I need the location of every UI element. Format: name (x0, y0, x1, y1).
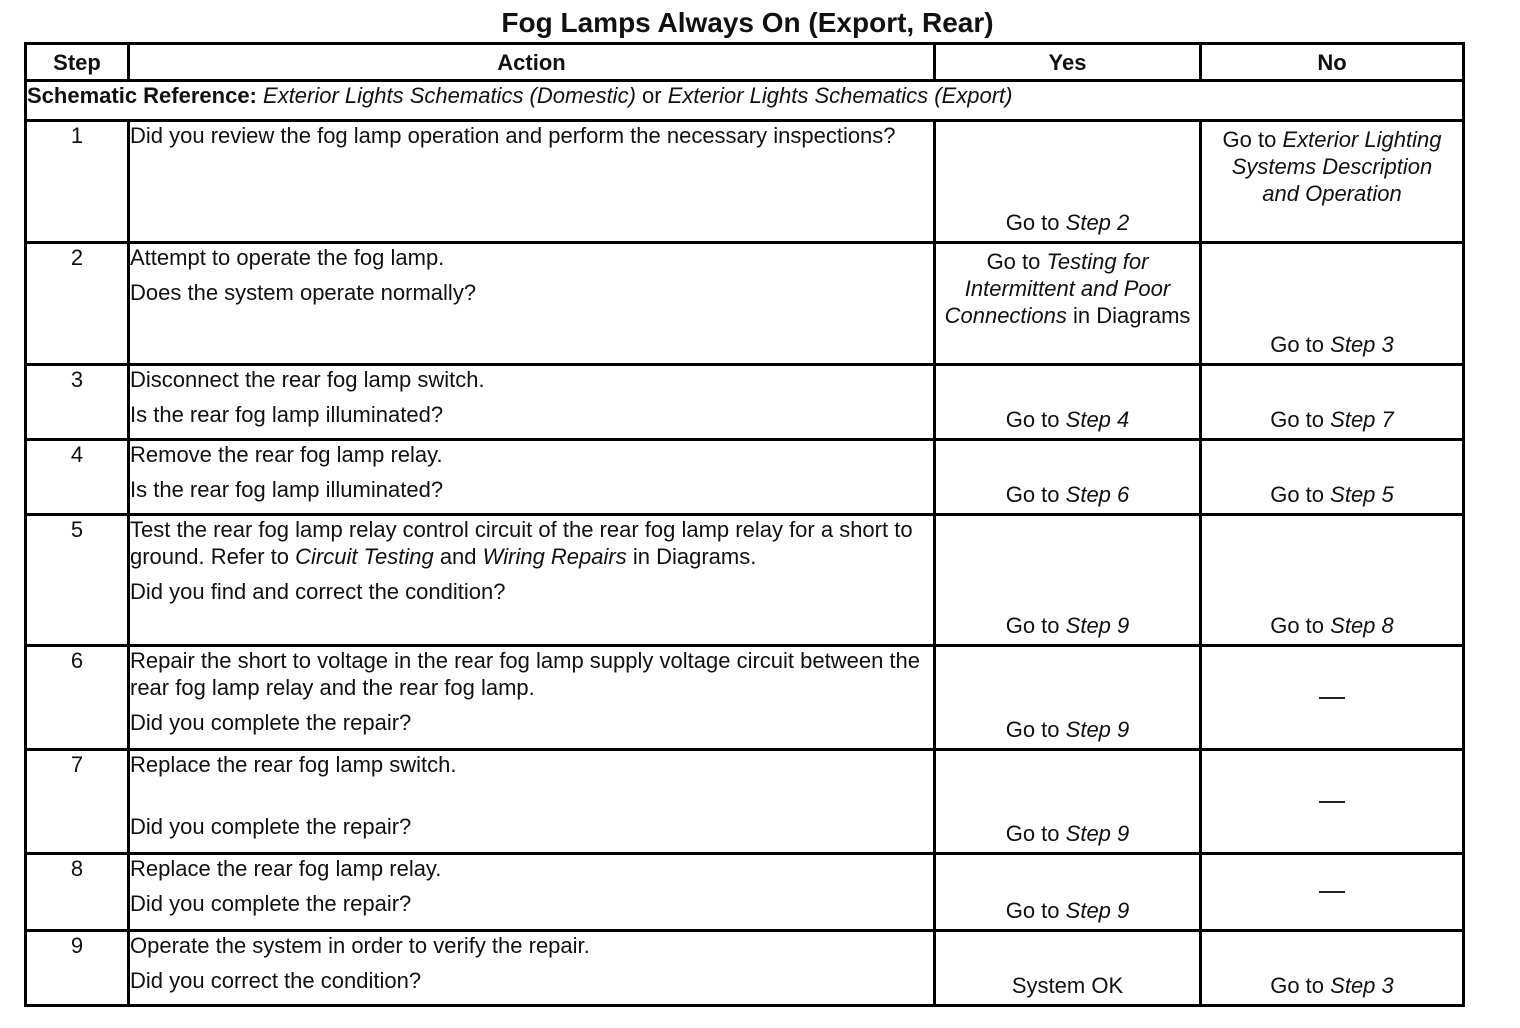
action-text: Remove the rear fog lamp relay. (130, 442, 443, 467)
goto-text: Go to (1270, 332, 1325, 357)
action-cell (129, 854, 935, 931)
no-result (1202, 406, 1462, 435)
step-number: 7 (26, 750, 129, 854)
action-cell (129, 515, 935, 646)
goto-text: Go to (1005, 407, 1060, 432)
action-text-part: Test the rear fog lamp relay control circuit of the rear fog lamp relay for a short to ground. Refer to (130, 517, 913, 569)
action-cell (129, 931, 935, 1006)
goto-link[interactable]: Step 7 (1330, 407, 1394, 432)
diagnostic-table (24, 42, 1465, 1007)
table-row (26, 515, 1464, 646)
no-cell (1201, 243, 1464, 365)
action-text-part: in Diagrams. (632, 544, 757, 569)
schematic-reference-label: Schematic Reference: (27, 83, 257, 108)
goto-text: Go to (1005, 898, 1060, 923)
schematic-link-export[interactable]: Exterior Lights Schematics (Export) (667, 83, 1013, 108)
step-number: 2 (26, 243, 129, 365)
schematic-link-domestic[interactable]: Exterior Lights Schematics (Domestic) (263, 83, 636, 108)
goto-link[interactable]: Step 2 (1065, 210, 1130, 235)
yes-cell (935, 854, 1201, 931)
no-result (1202, 612, 1462, 641)
action-link[interactable]: Circuit Testing (295, 544, 434, 569)
yes-cell (935, 750, 1201, 854)
header-row (26, 44, 1464, 81)
table-row (26, 440, 1464, 515)
goto-link[interactable]: Step 6 (1065, 482, 1130, 507)
step-rows (26, 121, 1464, 1006)
yes-cell (935, 243, 1201, 365)
action-cell (129, 243, 935, 365)
table-row (26, 750, 1464, 854)
no-cell (1201, 121, 1464, 243)
yes-cell (935, 440, 1201, 515)
step-number: 5 (26, 515, 129, 646)
no-result-dash (1202, 683, 1462, 710)
no-cell (1201, 646, 1464, 750)
yes-result (936, 716, 1199, 745)
action-cell (129, 121, 935, 243)
no-cell (1201, 750, 1464, 854)
step-number: 1 (26, 121, 129, 243)
yes-result (936, 481, 1199, 510)
yes-result (936, 209, 1199, 238)
action-question: Did you complete the repair? (130, 710, 412, 735)
action-text: Operate the system in order to verify the repair. (130, 933, 590, 958)
yes-cell (935, 931, 1201, 1006)
goto-suffix: in Diagrams (1073, 303, 1191, 328)
goto-link[interactable]: Step 9 (1065, 821, 1130, 846)
goto-text: Go to (1270, 973, 1325, 998)
action-question: Did you complete the repair? (130, 814, 412, 839)
schematic-or: or (642, 83, 662, 108)
action-link[interactable]: Wiring Repairs (482, 544, 627, 569)
dash-mark (1319, 891, 1345, 893)
yes-cell (935, 515, 1201, 646)
no-cell (1201, 440, 1464, 515)
yes-result (936, 612, 1199, 641)
action-cell (129, 750, 935, 854)
header-action: Action (129, 44, 935, 81)
goto-text: Go to (986, 249, 1041, 274)
action-text (130, 516, 933, 570)
action-text: Disconnect the rear fog lamp switch. (130, 367, 485, 392)
action-cell (129, 440, 935, 515)
goto-text: Go to (1270, 613, 1325, 638)
yes-result (936, 244, 1199, 329)
step-number: 4 (26, 440, 129, 515)
schematic-reference-row (26, 81, 1464, 121)
step-number: 8 (26, 854, 129, 931)
goto-link[interactable]: Step 9 (1065, 717, 1130, 742)
no-result (1202, 331, 1462, 360)
no-result (1202, 481, 1462, 510)
goto-text: Go to (1270, 482, 1325, 507)
action-question: Does the system operate normally? (130, 280, 477, 305)
goto-link[interactable]: Testing for Intermittent and Poor Connections (944, 249, 1171, 328)
dash-mark (1319, 801, 1345, 803)
table-row (26, 121, 1464, 243)
no-result-dash (1202, 877, 1462, 904)
no-result (1202, 972, 1462, 1001)
action-text: Replace the rear fog lamp relay. (130, 856, 442, 881)
table-row (26, 243, 1464, 365)
no-cell (1201, 854, 1464, 931)
action-cell (129, 646, 935, 750)
yes-cell (935, 646, 1201, 750)
goto-link[interactable]: Step 5 (1330, 482, 1394, 507)
action-text-part: and (439, 544, 477, 569)
action-question: Did you correct the condition? (130, 968, 422, 993)
no-cell (1201, 365, 1464, 440)
yes-result (936, 820, 1199, 849)
goto-link[interactable]: Step 3 (1330, 332, 1394, 357)
action-question: Did you complete the repair? (130, 891, 412, 916)
table-row (26, 931, 1464, 1006)
table-row (26, 646, 1464, 750)
header-step: Step (26, 44, 129, 81)
goto-text: Go to (1005, 717, 1060, 742)
header-yes: Yes (935, 44, 1201, 81)
no-result (1202, 122, 1462, 207)
action-text: Did you find and correct the condition? (130, 579, 506, 604)
no-cell (1201, 931, 1464, 1006)
step-number: 3 (26, 365, 129, 440)
yes-cell (935, 121, 1201, 243)
header-no: No (1201, 44, 1464, 81)
action-text: Attempt to operate the fog lamp. (130, 245, 445, 270)
goto-link[interactable]: Step 9 (1065, 613, 1130, 638)
action-question: Is the rear fog lamp illuminated? (130, 402, 444, 427)
table-row (26, 365, 1464, 440)
yes-result (936, 897, 1199, 926)
yes-result: System OK (1011, 973, 1124, 998)
goto-text: Go to (1270, 407, 1325, 432)
dash-mark (1319, 697, 1345, 699)
yes-cell (935, 365, 1201, 440)
action-text: Replace the rear fog lamp switch. (130, 752, 457, 777)
action-cell (129, 365, 935, 440)
goto-link[interactable]: Step 9 (1065, 898, 1130, 923)
goto-link[interactable]: Step 3 (1330, 973, 1394, 998)
goto-text: Go to (1005, 482, 1060, 507)
goto-text: Go to (1005, 210, 1060, 235)
goto-text: Go to (1005, 613, 1060, 638)
goto-link[interactable]: Exterior Lighting Systems Description and Operation (1231, 127, 1442, 206)
goto-text: Go to (1005, 821, 1060, 846)
step-number: 9 (26, 931, 129, 1006)
goto-link[interactable]: Step 8 (1330, 613, 1394, 638)
no-cell (1201, 515, 1464, 646)
schematic-reference (26, 81, 1464, 121)
yes-result (936, 406, 1199, 435)
goto-text: Go to (1222, 127, 1277, 152)
action-text: Did you review the fog lamp operation and perform the necessary inspections? (130, 123, 896, 148)
action-text: Repair the short to voltage in the rear fog lamp supply voltage circuit between the rear fog lamp relay and the rear fog lamp. (130, 648, 921, 700)
goto-link[interactable]: Step 4 (1065, 407, 1130, 432)
table-row (26, 854, 1464, 931)
page-title: Fog Lamps Always On (Export, Rear) (501, 7, 994, 38)
step-number: 6 (26, 646, 129, 750)
action-question: Is the rear fog lamp illuminated? (130, 477, 444, 502)
no-result-dash (1202, 787, 1462, 814)
